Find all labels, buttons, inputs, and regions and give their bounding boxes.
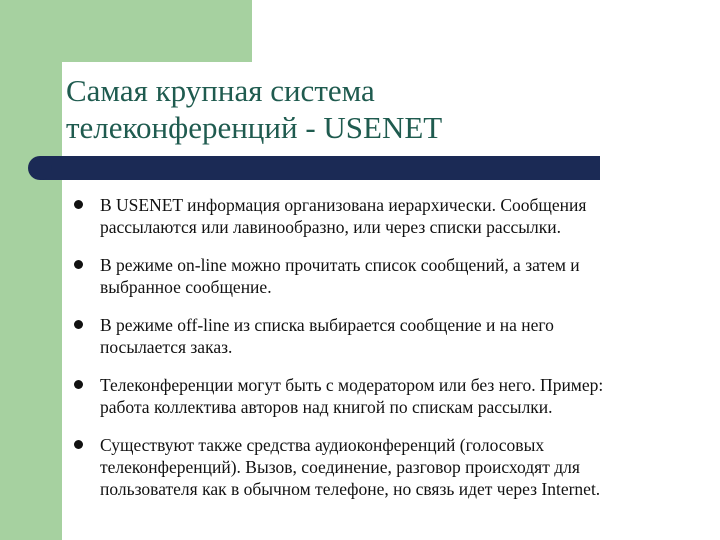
title-divider xyxy=(28,156,600,180)
bullet-dot-icon xyxy=(74,320,83,329)
bullet-list xyxy=(70,194,690,516)
bullet-dot-icon xyxy=(74,260,83,269)
divider-bar xyxy=(40,156,600,180)
bullet-line: пользователя как в обычном телефоне, но связь идет через Internet. xyxy=(100,479,601,499)
bullet-line: В USENET информация организована иерархически. Сообщения xyxy=(100,195,587,215)
bullet-line: рассылаются или лавинообразно, или через списки рассылки. xyxy=(100,217,561,237)
green-side-bar xyxy=(0,0,62,540)
bullet-line: Телеконференции могут быть с модератором или без него. Пример: xyxy=(100,375,604,395)
bullet-line: работа коллектива авторов над книгой по спискам рассылки. xyxy=(100,397,553,417)
bullet-line: посылается заказ. xyxy=(100,337,233,357)
divider-ball xyxy=(28,156,52,180)
bullet-line: выбранное сообщение. xyxy=(100,277,272,297)
bullet-item xyxy=(70,374,690,418)
bullet-item xyxy=(70,254,690,298)
bullet-line: Существуют также средства аудиоконференций (голосовых xyxy=(100,435,545,455)
bullet-item xyxy=(70,434,690,500)
bullet-item xyxy=(70,314,690,358)
bullet-line: В режиме off-line из списка выбирается сообщение и на него xyxy=(100,315,554,335)
bullet-dot-icon xyxy=(74,440,83,449)
green-top-block xyxy=(0,0,252,62)
bullet-dot-icon xyxy=(74,380,83,389)
bullet-dot-icon xyxy=(74,200,83,209)
title-line-2: телеконференций - USENET xyxy=(66,110,443,145)
slide-title xyxy=(66,72,686,146)
bullet-item xyxy=(70,194,690,238)
bullet-line: В режиме on-line можно прочитать список сообщений, а затем и xyxy=(100,255,580,275)
title-line-1: Самая крупная система xyxy=(66,73,375,108)
bullet-line: телеконференций). Вызов, соединение, разговор происходят для xyxy=(100,457,580,477)
